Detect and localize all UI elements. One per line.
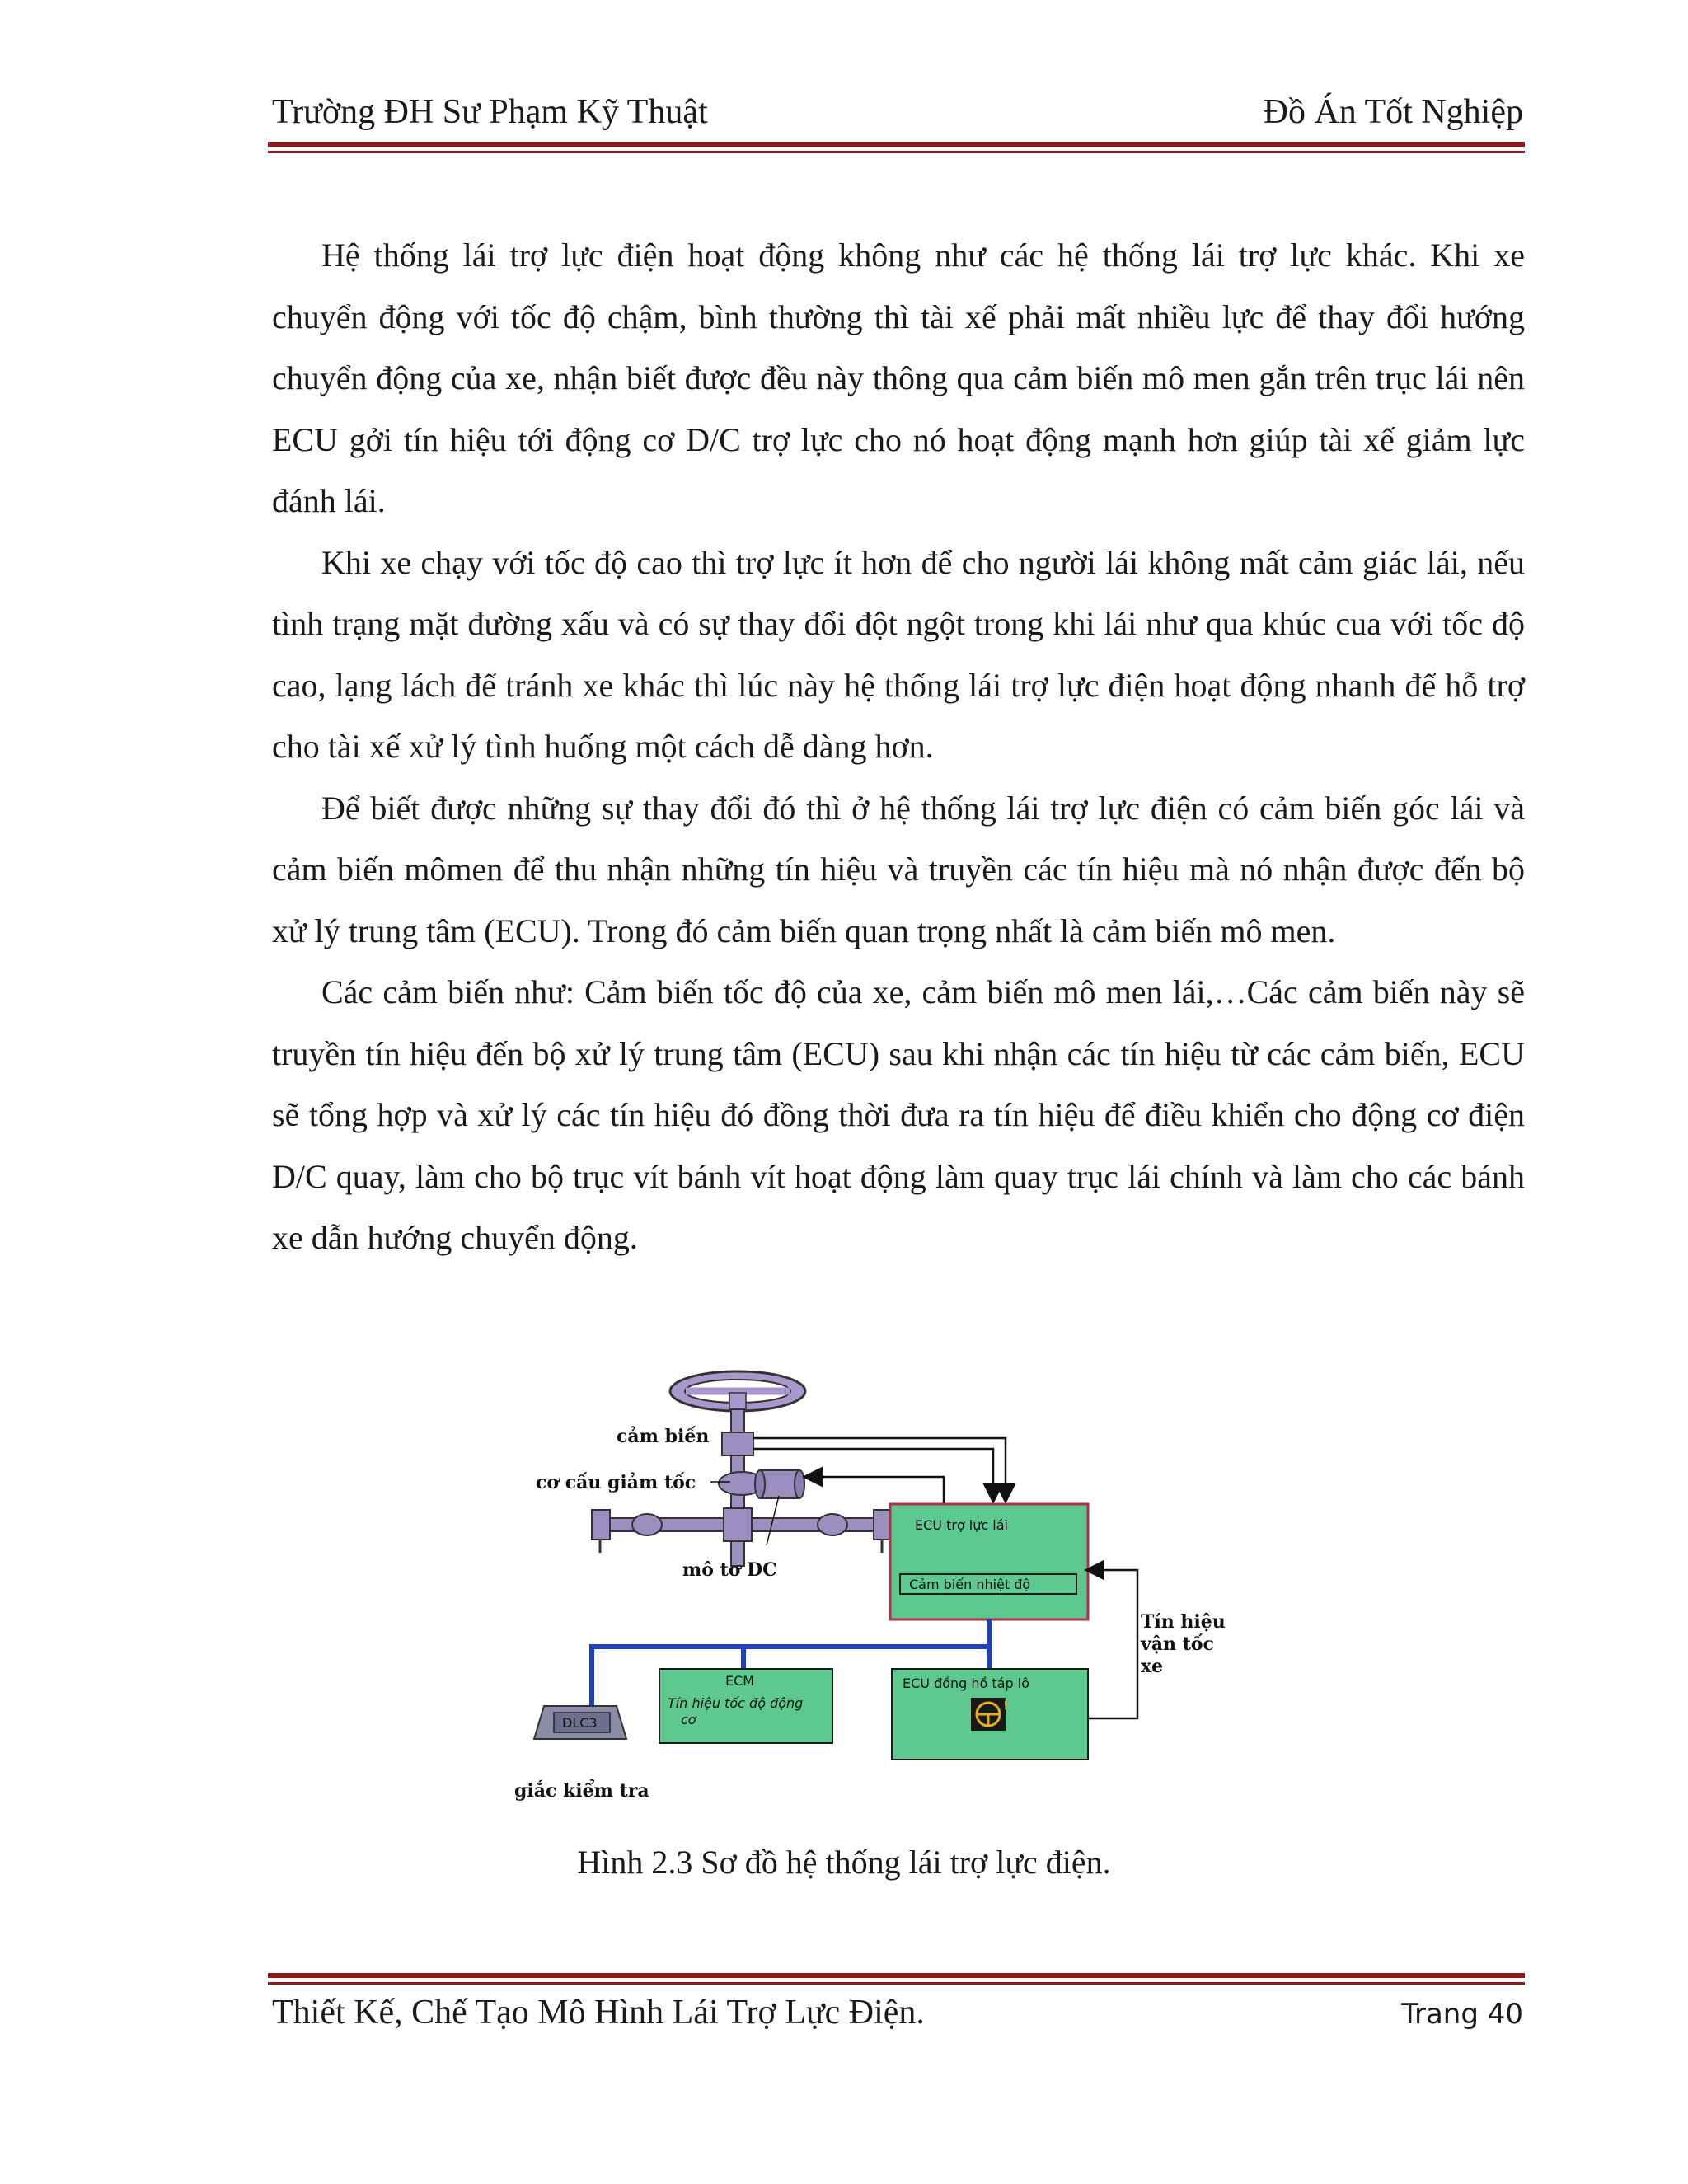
ecu-power-label: ECU trợ lực lái: [915, 1517, 1008, 1533]
body-text: [272, 225, 1525, 1269]
svg-text:!: !: [1003, 1699, 1009, 1713]
header-school: Trường ĐH Sư Phạm Kỹ Thuật: [272, 93, 708, 131]
ecm-sub-label-2: cơ: [681, 1712, 696, 1727]
footer-rule: [268, 1973, 1525, 1985]
ecm-label: ECM: [725, 1673, 755, 1689]
ecu-meter-label: ECU đồng hồ táp lô: [903, 1675, 1029, 1691]
footer-title: Thiết Kế, Chế Tạo Mô Hình Lái Trợ Lực Điện.: [272, 1994, 925, 2032]
paragraph: Để biết được những sự thay đổi đó thì ở hệ thống lái trợ lực điện có cảm biến góc lái và cảm biến mômen để thu nhận những tín hiệu và truyền các tín hiệu mà nó nhận được đến bộ xử lý trung tâm (ECU). Trong đó cảm biến quan trọng nhất là cảm biến mô men.: [272, 789, 1525, 949]
steering-system-diagram: [495, 1352, 1286, 1821]
dc-motor-icon: [755, 1470, 804, 1498]
figure-caption: Hình 2.3 Sơ đồ hệ thống lái trợ lực điện.: [577, 1844, 1111, 1881]
steering-warning-icon: [971, 1698, 1008, 1731]
temp-sensor-label: Cảm biến nhiệt độ: [909, 1577, 1031, 1592]
speed-signal-label-3: xe: [1141, 1656, 1164, 1677]
speed-signal-label-2: vận tốc: [1141, 1633, 1214, 1655]
diagram-svg: [495, 1352, 1286, 1821]
header-title: Đồ Án Tốt Nghiệp: [1263, 93, 1523, 131]
page-number: Trang 40: [1401, 1998, 1523, 2031]
reducer-label: cơ cấu giảm tốc: [536, 1472, 696, 1493]
ecm-sub-label-1: Tín hiệu tốc độ động: [668, 1695, 804, 1711]
sensor-block: [722, 1432, 753, 1455]
paragraph: Khi xe chạy với tốc độ cao thì trợ lực ít hơn để cho người lái không mất cảm giác lái, nếu tình trạng mặt đường xấu và có sự thay đổi đột ngột trong khi lái như qua khúc cua với tốc độ cao, lạng lách để tránh xe khác thì lúc này hệ thống lái trợ lực điện hoạt động nhanh để hỗ trợ cho tài xế xử lý tình huống một cách dễ dàng hơn.: [272, 543, 1525, 765]
steering-wheel-icon: [670, 1371, 805, 1411]
sensor-label: cảm biến: [617, 1426, 710, 1447]
dlc3-connector-icon: [534, 1706, 626, 1739]
header-rule: [268, 142, 1525, 153]
dlc3-label: DLC3: [562, 1715, 598, 1731]
check-port-label: giắc kiểm tra: [514, 1780, 649, 1802]
speed-signal-label-1: Tín hiệu: [1141, 1611, 1226, 1633]
paragraph: Các cảm biến như: Cảm biến tốc độ của xe, cảm biến mô men lái,…Các cảm biến này sẽ truyền tín hiệu đến bộ xử lý trung tâm (ECU) sau khi nhận các tín hiệu từ các cảm biến, ECU sẽ tổng hợp và xử lý các tín hiệu đó đồng thời đưa ra tín hiệu để điều khiển cho động cơ điện D/C quay, làm cho bộ trục vít bánh vít hoạt động làm quay trục lái chính và làm cho các bánh xe dẫn hướng chuyển động.: [272, 973, 1525, 1256]
motor-label: mô tơ DC: [682, 1559, 777, 1581]
paragraph: Hệ thống lái trợ lực điện hoạt động không như các hệ thống lái trợ lực khác. Khi xe chuyển động với tốc độ chậm, bình thường thì tài xế phải mất nhiều lực để thay đổi hướng chuyển động của xe, nhận biết được đều này thông qua cảm biến mô men gắn trên trục lái nên ECU gởi tín hiệu tới động cơ D/C trợ lực cho nó hoạt động mạnh hơn giúp tài xế giảm lực đánh lái.: [272, 237, 1525, 519]
